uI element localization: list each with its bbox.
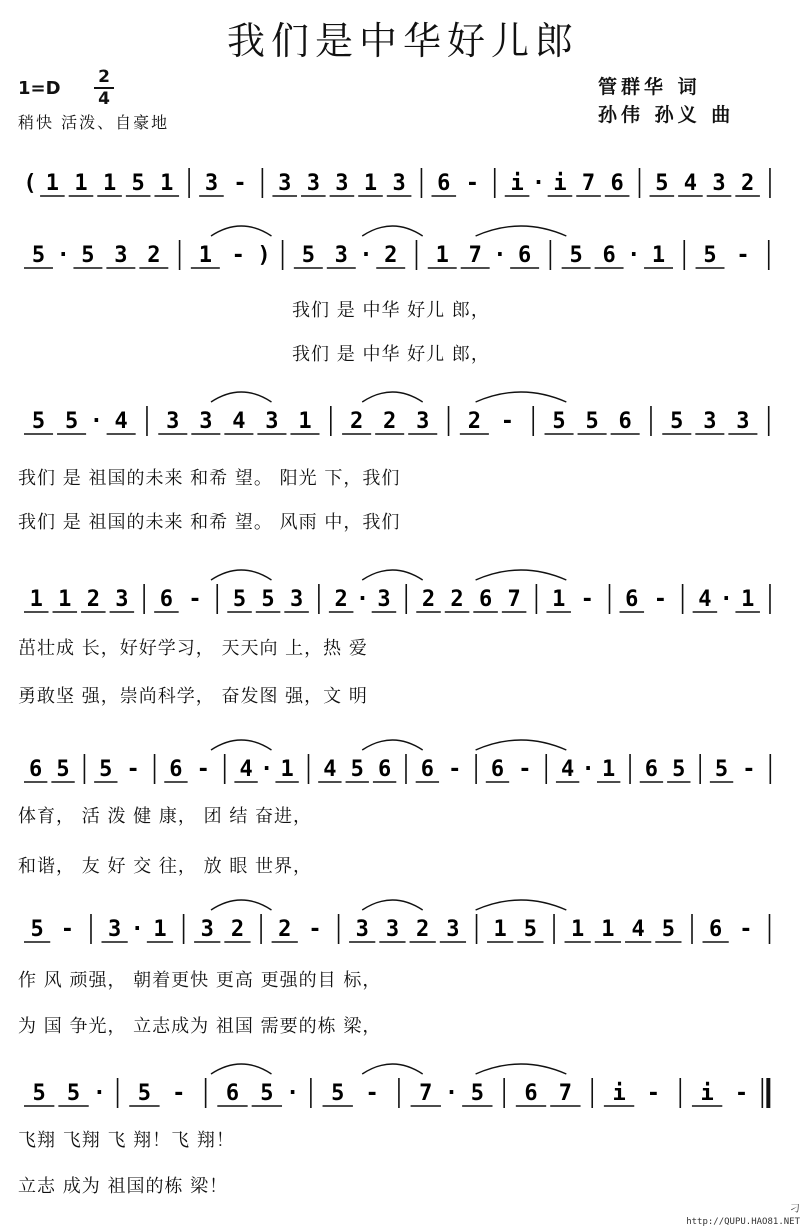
note: 1 — [601, 917, 615, 942]
lyric-line: 为 国 争光， 立志成为 祖国 需要的栋 梁， — [18, 1016, 382, 1037]
time-signature-numerator: 2 — [98, 67, 110, 87]
note: 1 — [198, 243, 212, 268]
note: 6 — [159, 587, 174, 612]
lyric-line: 飞翔 飞翔 飞 翔！飞 翔！ — [18, 1130, 235, 1151]
dash-mark: - — [734, 1081, 749, 1106]
note: 6 — [29, 757, 43, 782]
note: 6 — [602, 243, 616, 268]
lyric-line: 和谐， 友 好 交 往， 放 眼 世界， — [18, 856, 313, 877]
lyricist-credit: 管群华 词 — [598, 76, 701, 98]
note: 5 — [569, 243, 583, 268]
note: 3 — [392, 171, 406, 196]
note: 7 — [558, 1081, 572, 1106]
note: 7 — [468, 243, 482, 268]
note: 5 — [31, 243, 46, 268]
slur-arc — [362, 226, 422, 236]
note: 3 — [703, 409, 717, 434]
note: 2 — [334, 587, 348, 612]
note: 3 — [377, 587, 391, 612]
note: 3 — [204, 171, 219, 196]
composer-credit: 孙伟 孙义 曲 — [598, 104, 735, 126]
note: 4 — [239, 757, 253, 782]
note: 1 — [153, 917, 167, 942]
note: 3 — [385, 917, 400, 942]
note: 6 — [225, 1081, 240, 1106]
lyric-line: 勇敢坚 强，崇尚科学， 奋发图 强，文 明 — [18, 686, 368, 707]
note: 2 — [86, 587, 100, 612]
note: 5 — [56, 757, 70, 782]
dash-mark: - — [196, 757, 210, 782]
note: i — [553, 171, 567, 196]
note: 6 — [618, 409, 632, 434]
slur-arc — [476, 900, 567, 910]
slur-arc — [211, 392, 271, 402]
note: 5 — [31, 409, 46, 434]
note: 6 — [644, 757, 659, 782]
slur-arc — [362, 392, 422, 402]
note: 5 — [260, 1081, 274, 1106]
note: 1 — [741, 587, 755, 612]
note: 5 — [261, 587, 275, 612]
note: 3 — [114, 243, 128, 268]
slur-arc — [211, 1064, 271, 1074]
note: 6 — [625, 587, 639, 612]
note: 6 — [169, 757, 183, 782]
note: 5 — [301, 243, 315, 268]
slur-arc — [476, 570, 567, 580]
dash-mark: - — [231, 243, 245, 268]
note: 3 — [306, 171, 320, 196]
note: 4 — [683, 171, 698, 196]
slur-arc — [211, 570, 271, 580]
dot-mark: · — [259, 757, 274, 782]
note: 2 — [383, 409, 397, 434]
note: 5 — [672, 757, 686, 782]
note: ) — [257, 243, 271, 268]
note: 2 — [467, 409, 481, 434]
slur-arc — [476, 392, 567, 402]
note: 3 — [200, 917, 214, 942]
dash-mark: - — [188, 587, 202, 612]
note: 5 — [32, 1081, 46, 1106]
note: 5 — [331, 1081, 345, 1106]
note: 4 — [232, 409, 246, 434]
slur-arc — [362, 740, 422, 750]
note: 6 — [478, 587, 493, 612]
note: 1 — [493, 917, 507, 942]
lyric-line: 茁壮成 长，好好学习， 天天向 上，热 爱 — [18, 638, 368, 659]
note: 5 — [661, 917, 676, 942]
note: 7 — [419, 1081, 433, 1106]
slur-arc — [362, 1064, 422, 1074]
note: 3 — [416, 409, 430, 434]
note: 2 — [384, 243, 398, 268]
slur-arc — [362, 900, 422, 910]
note: 3 — [265, 409, 279, 434]
note: 1 — [160, 171, 174, 196]
note: 1 — [45, 171, 60, 196]
dash-mark: - — [739, 917, 753, 942]
note: 4 — [323, 757, 337, 782]
note: 4 — [698, 587, 712, 612]
dot-mark: · — [493, 243, 507, 268]
note: 3 — [115, 587, 129, 612]
note: 5 — [131, 171, 145, 196]
note: 3 — [289, 587, 304, 612]
note: 3 — [446, 917, 460, 942]
lyric-line: 作 风 顽强， 朝着更快 更高 更强的目 标， — [18, 970, 382, 991]
note: 6 — [490, 757, 505, 782]
dash-mark: - — [60, 917, 74, 942]
note: 6 — [524, 1081, 538, 1106]
note: 2 — [421, 587, 436, 612]
note: 1 — [435, 243, 449, 268]
dot-mark: · — [130, 917, 144, 942]
note: 3 — [199, 409, 213, 434]
note: 5 — [64, 409, 79, 434]
note: 2 — [278, 917, 292, 942]
dot-mark: · — [719, 587, 733, 612]
song-title: 我们是中华好儿郎 — [226, 19, 579, 63]
dash-mark: - — [448, 757, 462, 782]
note: 3 — [355, 917, 369, 942]
note: 3 — [107, 917, 122, 942]
note: i — [510, 171, 524, 196]
dash-mark: - — [736, 243, 750, 268]
note: 6 — [610, 171, 624, 196]
slur-arc — [476, 226, 567, 236]
slur-arc — [211, 740, 271, 750]
note: 2 — [416, 917, 430, 942]
note: 3 — [278, 171, 292, 196]
note: 5 — [81, 243, 95, 268]
lyric-line: 我们 是 祖国的未来 和希 望。 阳光 下，我们 — [18, 468, 401, 489]
note: 2 — [740, 171, 755, 196]
note: 5 — [470, 1081, 484, 1106]
note: 6 — [518, 243, 532, 268]
note: 6 — [377, 757, 392, 782]
dash-mark: - — [126, 757, 140, 782]
watermark: http://QUPU.HAO81.NET — [686, 1217, 800, 1227]
dash-mark: - — [500, 409, 515, 434]
note: 1 — [29, 587, 43, 612]
note: 5 — [585, 409, 599, 434]
note: 3 — [736, 409, 750, 434]
dot-mark: · — [444, 1081, 459, 1106]
slur-arc — [211, 900, 271, 910]
note: 5 — [523, 917, 538, 942]
note: 3 — [166, 409, 180, 434]
note: 5 — [552, 409, 566, 434]
note: 3 — [334, 243, 348, 268]
dash-mark: - — [233, 171, 247, 196]
lyric-line: 我们 是 中华 好儿 郎， — [292, 300, 490, 321]
dot-mark: · — [89, 409, 103, 434]
tempo-marking: 稍快 活泼、自豪地 — [18, 113, 170, 132]
lyric-line: 我们 是 祖国的未来 和希 望。 风雨 中，我们 — [18, 512, 401, 533]
dash-mark: - — [653, 587, 667, 612]
note: 5 — [670, 409, 684, 434]
dot-mark: · — [531, 171, 546, 196]
dash-mark: - — [365, 1081, 379, 1106]
note: 5 — [350, 757, 364, 782]
dash-mark: - — [742, 757, 756, 782]
note: 5 — [232, 587, 247, 612]
note: 5 — [99, 757, 113, 782]
slur-arc — [476, 1064, 567, 1074]
dot-mark: · — [581, 757, 595, 782]
note: i — [700, 1081, 714, 1106]
note: 3 — [712, 171, 726, 196]
dot-mark: · — [285, 1081, 300, 1106]
note: 1 — [102, 171, 117, 196]
note: 1 — [651, 243, 666, 268]
dash-mark: - — [172, 1081, 186, 1106]
dash-mark: - — [465, 171, 480, 196]
lyric-line: 体育， 活 泼 健 康， 团 结 奋进， — [18, 806, 313, 827]
dash-mark: - — [646, 1081, 661, 1106]
note: 4 — [631, 917, 645, 942]
note: 5 — [66, 1081, 81, 1106]
key-signature: 1=D — [18, 78, 61, 99]
dot-mark: · — [627, 243, 641, 268]
note: 1 — [280, 757, 294, 782]
note: 1 — [571, 917, 585, 942]
slur-arc — [362, 570, 422, 580]
lyric-line: 立志 成为 祖国的栋 梁！ — [18, 1176, 229, 1197]
note: 6 — [437, 171, 451, 196]
note: 1 — [74, 171, 88, 196]
note: 3 — [335, 171, 349, 196]
note: 1 — [552, 587, 566, 612]
note: 5 — [30, 917, 44, 942]
slur-arc — [476, 740, 567, 750]
note: 7 — [581, 171, 596, 196]
note: 2 — [349, 409, 364, 434]
note: 1 — [363, 171, 378, 196]
dot-mark: · — [56, 243, 70, 268]
note: 7 — [507, 587, 521, 612]
note: 2 — [147, 243, 161, 268]
note: 6 — [709, 917, 723, 942]
slur-arc — [211, 226, 271, 236]
note: 1 — [602, 757, 616, 782]
note: 6 — [420, 757, 434, 782]
note: 5 — [655, 171, 669, 196]
dot-mark: · — [92, 1081, 106, 1106]
note: 5 — [137, 1081, 152, 1106]
watermark-mark: 刁 — [790, 1204, 800, 1215]
note: 2 — [450, 587, 464, 612]
note: 4 — [560, 757, 575, 782]
note: 2 — [230, 917, 245, 942]
note: 1 — [58, 587, 72, 612]
dash-mark: - — [580, 587, 594, 612]
note: 5 — [714, 757, 729, 782]
note: ( — [23, 171, 37, 196]
lyric-line: 我们 是 中华 好儿 郎， — [292, 344, 490, 365]
note: 4 — [114, 409, 128, 434]
note: 5 — [703, 243, 717, 268]
time-signature-denominator: 4 — [98, 89, 110, 109]
note: 1 — [298, 409, 312, 434]
dot-mark: · — [359, 243, 373, 268]
dash-mark: - — [518, 757, 532, 782]
dot-mark: · — [355, 587, 370, 612]
dash-mark: - — [308, 917, 322, 942]
note: i — [612, 1081, 626, 1106]
